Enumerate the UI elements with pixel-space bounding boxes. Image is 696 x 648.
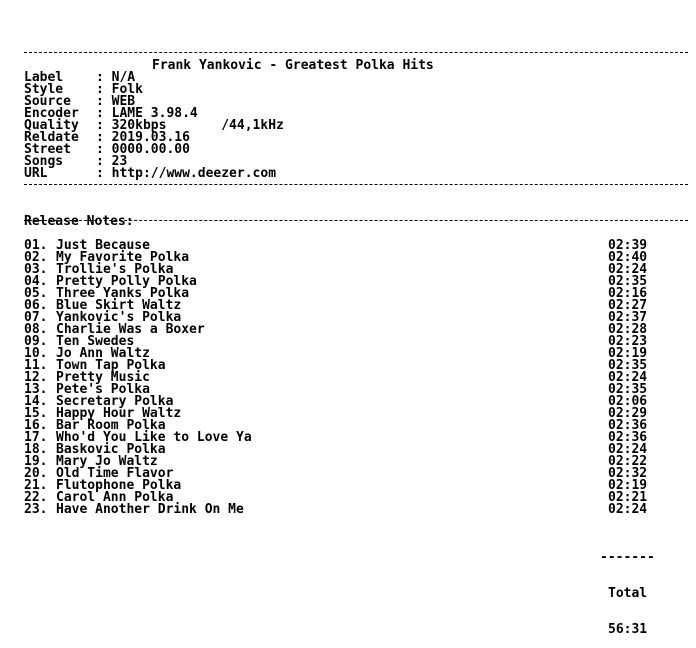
track-number: 01.	[24, 238, 48, 253]
track-title: Town Tap Polka	[56, 358, 166, 373]
info-colon: :	[96, 82, 112, 97]
track-title: Old Time Flavor	[56, 466, 174, 481]
track-duration: 02:23	[608, 334, 648, 349]
track-title: Mary Jo Waltz	[56, 454, 158, 469]
track-duration: 02:36	[608, 430, 648, 445]
info-value: 320kbps /44,1kHz	[111, 118, 284, 133]
separator-info	[24, 184, 688, 185]
track-title: Bar Room Polka	[56, 418, 166, 433]
track-title: Baskovic Polka	[56, 442, 166, 457]
track-duration: 02:16	[608, 286, 648, 301]
track-number: 18.	[24, 442, 48, 457]
track-title: My Favorite Polka	[56, 250, 190, 265]
info-key: Label	[24, 70, 64, 85]
separator-notes	[24, 220, 688, 221]
track-number: 20.	[24, 466, 48, 481]
track-title: Secretary Polka	[56, 394, 174, 409]
track-number: 13.	[24, 382, 48, 397]
track-number: 16.	[24, 418, 48, 433]
track-duration: 02:22	[608, 454, 648, 469]
track-duration: 02:27	[608, 298, 648, 313]
track-number: 02.	[24, 250, 48, 265]
info-colon: :	[96, 94, 112, 109]
track-number: 05.	[24, 286, 48, 301]
track-number: 04.	[24, 274, 48, 289]
info-key: Encoder	[24, 106, 79, 121]
release-notes	[24, 192, 134, 240]
info-block	[24, 72, 284, 180]
track-title: Pretty Polly Polka	[56, 274, 197, 289]
track-duration: 02:19	[608, 478, 648, 493]
track-number: 07.	[24, 310, 48, 325]
info-value: WEB	[111, 94, 136, 109]
info-colon: :	[96, 118, 112, 133]
track-duration: 02:39	[608, 238, 648, 253]
info-value: http://www.deezer.com	[111, 166, 277, 181]
track-duration: 02:24	[608, 370, 648, 385]
track-row	[24, 504, 648, 516]
total-label: Total	[608, 586, 648, 601]
info-value: 23	[111, 154, 128, 169]
info-colon: :	[96, 166, 112, 181]
track-duration: 02:24	[608, 262, 648, 277]
track-duration: 02:24	[608, 502, 648, 517]
track-number: 11.	[24, 358, 48, 373]
info-key: URL	[24, 166, 48, 181]
info-colon: :	[96, 142, 112, 157]
track-title: Happy Hour Waltz	[56, 406, 182, 421]
separator-top	[24, 52, 688, 53]
info-value: N/A	[111, 70, 136, 85]
info-value: Folk	[111, 82, 143, 97]
info-key: Quality	[24, 118, 79, 133]
info-colon: :	[96, 70, 112, 85]
track-number: 23.	[24, 502, 48, 517]
info-row	[24, 168, 284, 180]
track-number: 19.	[24, 454, 48, 469]
track-number: 14.	[24, 394, 48, 409]
info-colon: :	[96, 154, 112, 169]
album-title: Frank Yankovic - Greatest Polka Hits	[152, 58, 434, 73]
track-duration: 02:37	[608, 310, 648, 325]
info-value: 0000.00.00	[111, 142, 190, 157]
info-key: Reldate	[24, 130, 79, 145]
track-duration: 02:24	[608, 442, 648, 457]
track-number: 15.	[24, 406, 48, 421]
track-title: Have Another Drink On Me	[56, 502, 244, 517]
track-duration: 02:19	[608, 346, 648, 361]
track-title: Pretty Music	[56, 370, 150, 385]
track-title: Yankovic's Polka	[56, 310, 182, 325]
track-number: 08.	[24, 322, 48, 337]
release-notes-label: Release Notes:	[24, 214, 134, 229]
track-title: Trollie's Polka	[56, 262, 174, 277]
track-title: Charlie Was a Boxer	[56, 322, 205, 337]
track-title: Three Yanks Polka	[56, 286, 190, 301]
track-number: 17.	[24, 430, 48, 445]
total-value: 56:31	[608, 622, 648, 637]
track-duration: 02:35	[608, 358, 648, 373]
track-title: Ten Swedes	[56, 334, 135, 349]
track-title: Flutophone Polka	[56, 478, 182, 493]
info-colon: :	[96, 106, 112, 121]
info-value: 2019.03.16	[111, 130, 190, 145]
info-key: Street	[24, 142, 71, 157]
tracklist	[24, 240, 648, 516]
track-duration: 02:36	[608, 418, 648, 433]
info-key: Songs	[24, 154, 64, 169]
track-duration: 02:28	[608, 322, 648, 337]
track-duration: 02:35	[608, 274, 648, 289]
track-number: 10.	[24, 346, 48, 361]
info-key: Style	[24, 82, 64, 97]
track-title: Who'd You Like to Love Ya	[56, 430, 252, 445]
total-rule: -------	[600, 550, 655, 565]
track-title: Pete's Polka	[56, 382, 150, 397]
track-duration: 02:32	[608, 466, 648, 481]
track-title: Blue Skirt Waltz	[56, 298, 182, 313]
track-number: 09.	[24, 334, 48, 349]
info-key: Source	[24, 94, 71, 109]
track-number: 03.	[24, 262, 48, 277]
info-value: LAME 3.98.4	[111, 106, 198, 121]
track-number: 22.	[24, 490, 48, 505]
track-number: 06.	[24, 298, 48, 313]
track-title: Jo Ann Waltz	[56, 346, 150, 361]
track-number: 12.	[24, 370, 48, 385]
info-colon: :	[96, 130, 112, 145]
track-duration: 02:21	[608, 490, 648, 505]
track-number: 21.	[24, 478, 48, 493]
track-title: Carol Ann Polka	[56, 490, 174, 505]
track-duration: 02:29	[608, 406, 648, 421]
track-title: Just Because	[56, 238, 150, 253]
total-block	[600, 528, 655, 648]
track-duration: 02:35	[608, 382, 648, 397]
track-duration: 02:40	[608, 250, 648, 265]
track-duration: 02:06	[608, 394, 648, 409]
